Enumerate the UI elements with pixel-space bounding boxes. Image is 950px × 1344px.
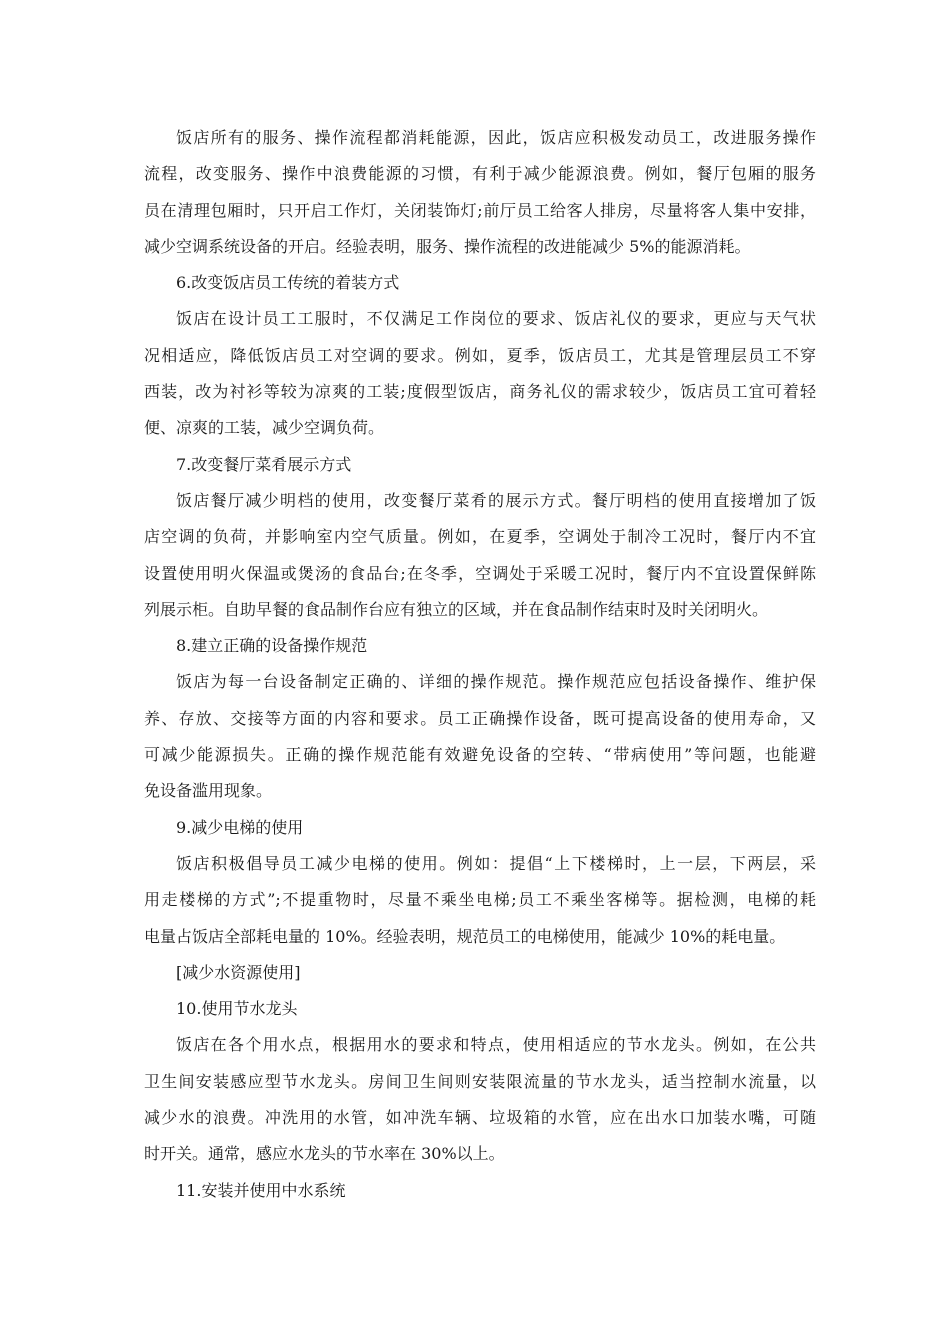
paragraph-line: 养、存放、交接等方面的内容和要求。员工正确操作设备，既可提高设备的使用寿命，又	[144, 708, 816, 728]
paragraph-line: 饭店所有的服务、操作流程都消耗能源，因此，饭店应积极发动员工，改进服务操作	[176, 128, 816, 147]
paragraph-line: 西装，改为衬衫等较为凉爽的工装;度假型饭店，商务礼仪的需求较少，饭店员工宜可着轻	[144, 382, 816, 402]
section-heading: [减少水资源使用]	[176, 962, 301, 982]
paragraph-line: 况相适应，降低饭店员工对空调的要求。例如，夏季，饭店员工，尤其是管理层员工不穿	[144, 345, 816, 365]
paragraph-line: 用走楼梯的方式”;不提重物时，尽量不乘坐电梯;员工不乘坐客梯等。据检测，电梯的耗	[144, 890, 816, 910]
paragraph-line: 饭店在各个用水点，根据用水的要求和特点，使用相适应的节水龙头。例如，在公共	[176, 1035, 816, 1055]
paragraph-line: 电量占饭店全部耗电量的 10%。经验表明，规范员工的电梯使用，能减少 10%的耗电量。	[144, 926, 786, 946]
text-lines	[144, 120, 816, 1209]
paragraph-line: 便、凉爽的工装，减少空调负荷。	[144, 418, 385, 438]
paragraph-line: 时开关。通常，感应水龙头的节水率在 30%以上。	[144, 1144, 505, 1164]
paragraph-line: 饭店积极倡导员工减少电梯的使用。例如：提倡“上下楼梯时，上一层，下两层，采	[176, 853, 816, 873]
document-body	[144, 120, 816, 1209]
paragraph-line: 卫生间安装感应型节水龙头。房间卫生间则安装限流量的节水龙头，适当控制水流量，以	[144, 1071, 816, 1091]
paragraph-line: 流程，改变服务、操作中浪费能源的习惯，有利于减少能源浪费。例如，餐厅包厢的服务	[144, 164, 816, 184]
section-heading: 6.改变饭店员工传统的着装方式	[176, 273, 400, 293]
paragraph-line: 减少空调系统设备的开启。经验表明，服务、操作流程的改进能减少 5%的能源消耗。	[144, 236, 751, 256]
paragraph-line: 饭店餐厅减少明档的使用，改变餐厅菜肴的展示方式。餐厅明档的使用直接增加了饭	[176, 490, 816, 510]
section-heading: 9.减少电梯的使用	[176, 817, 304, 837]
section-heading: 7.改变餐厅菜肴展示方式	[176, 454, 352, 474]
section-heading: 8.建立正确的设备操作规范	[176, 636, 368, 656]
section-heading: 10.使用节水龙头	[176, 999, 298, 1019]
paragraph-line: 可减少能源损失。正确的操作规范能有效避免设备的空转、“带病使用”等问题，也能避	[144, 745, 816, 765]
paragraph-line: 饭店在设计员工工服时，不仅满足工作岗位的要求、饭店礼仪的要求，更应与天气状	[176, 309, 816, 329]
paragraph-line: 员在清理包厢时，只开启工作灯，关闭装饰灯;前厅员工给客人排房，尽量将客人集中安排，	[144, 200, 816, 220]
paragraph-line: 免设备滥用现象。	[144, 781, 273, 801]
section-heading: 11.安装并使用中水系统	[176, 1180, 346, 1200]
paragraph-line: 设置使用明火保温或煲汤的食品台;在冬季，空调处于采暖工况时，餐厅内不宜设置保鲜陈	[144, 563, 816, 583]
paragraph-line: 列展示柜。自助早餐的食品制作台应有独立的区域，并在食品制作结束时及时关闭明火。	[144, 599, 769, 619]
paragraph-line: 店空调的负荷，并影响室内空气质量。例如，在夏季，空调处于制冷工况时，餐厅内不宜	[144, 527, 816, 547]
paragraph-line: 饭店为每一台设备制定正确的、详细的操作规范。操作规范应包括设备操作、维护保	[176, 672, 816, 692]
paragraph-line: 减少水的浪费。冲洗用的水管，如冲洗车辆、垃圾箱的水管，应在出水口加装水嘴，可随	[144, 1108, 816, 1128]
